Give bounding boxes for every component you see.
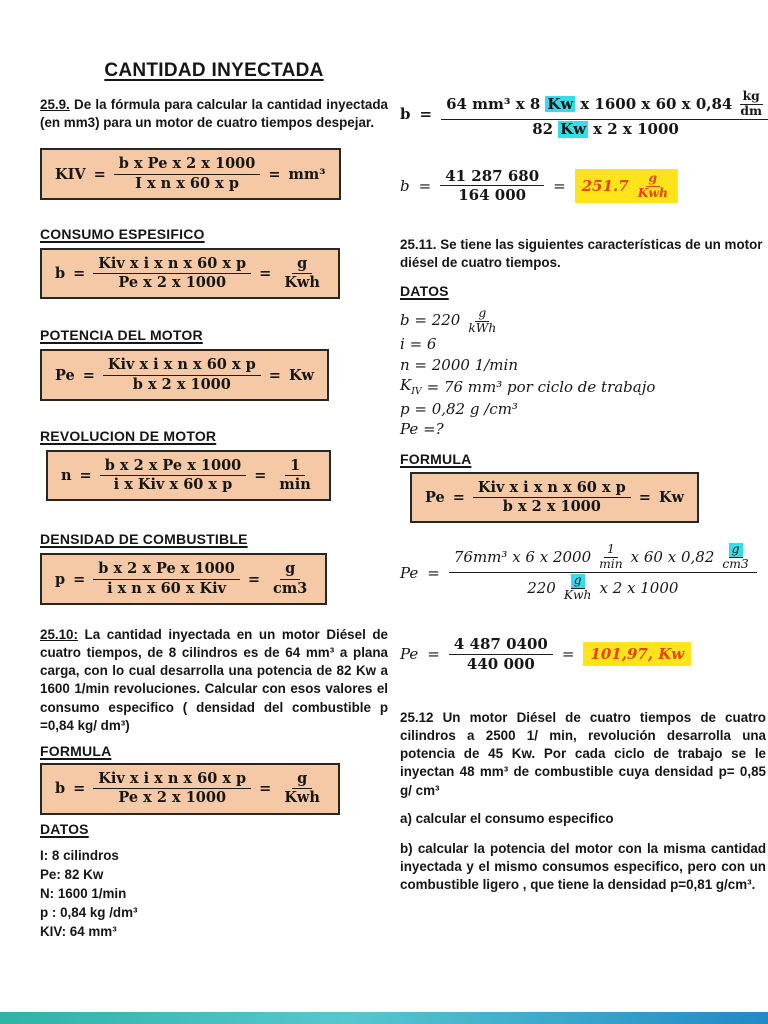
fraction-denominator: 164 000 (458, 186, 527, 205)
unit-fraction (268, 561, 312, 596)
unit-denominator: Kwh (284, 789, 320, 807)
heading-datos-right: DATOS (400, 282, 449, 299)
equals-sign: = (82, 366, 95, 384)
equals-sign: = (268, 165, 281, 183)
formula-result-unit: Kw (288, 366, 315, 384)
fraction-denominator: Pe x 2 x 1000 (118, 274, 227, 292)
fraction-numerator: b x 2 x Pe x 1000 (100, 458, 247, 476)
fraction-numerator: 41 287 680 (440, 168, 544, 187)
equation-lhs: b (400, 104, 411, 123)
unit-numerator: g (646, 172, 661, 187)
heading-densidad-combustible: DENSIDAD DE COMBUSTIBLE (40, 531, 248, 548)
formula-result-unit: Kw (658, 489, 685, 507)
unit-denominator: min (279, 476, 311, 494)
fraction-denominator: Pe x 2 x 1000 (118, 789, 227, 807)
heading-formula-left: FORMULA (40, 743, 112, 760)
fraction (103, 357, 261, 392)
formula-box-consumo (40, 248, 340, 299)
result-highlight (583, 642, 691, 666)
unit-numerator: kg (740, 90, 763, 105)
dato-value: b = 220 (400, 311, 461, 330)
heading-potencia-motor: POTENCIA DEL MOTOR (40, 327, 203, 344)
fraction-numerator: Kiv x i x n x 60 x p (93, 771, 251, 789)
fraction-denominator (522, 573, 683, 602)
equals-sign: = (418, 176, 432, 195)
formula-box-kiv (40, 148, 341, 199)
unit-numerator: g (475, 307, 489, 322)
term: x 60 x 0,82 (630, 547, 715, 566)
unit-numerator: g (292, 256, 312, 274)
fraction-denominator: i x n x 60 x Kiv (107, 579, 227, 597)
equation-pe-result (400, 636, 766, 673)
unit-fraction (596, 543, 626, 571)
equals-sign: = (259, 265, 272, 283)
fraction-denominator: b x 2 x 1000 (502, 498, 601, 516)
problem-text: La cantidad inyectada en un motor Diésel de cuatro tiempos, de 8 cilindros es de 64 mm³ a plana carga, con lo cual desarrolla una potencia de 82 Kw a 1600 1/min revoluciones. Calcular con esos valores el consumo especifico ( densidad del combustible p =0,84 kg/ dm³) (40, 626, 388, 733)
problem-text: Un motor Diésel de cuatro tiempos de cuatro cilindros a 2500 1/ min, revolución desarrolla una potencia de 45 Kw. Por cada ciclo de trabajo se le inyectan 48 mm³ de combustible cuya densidad p= 0,85 g/ cm³ (400, 709, 766, 798)
main-fraction (441, 90, 768, 138)
unit-denominator: kWh (468, 320, 497, 335)
unit-numerator: 1 (285, 458, 305, 476)
fraction (449, 636, 553, 673)
fraction-numerator: b x Pe x 2 x 1000 (114, 156, 261, 174)
equals-sign: = (268, 366, 281, 384)
highlighted-unit-numerator: g (571, 574, 585, 589)
formula-lhs: Pe (425, 489, 445, 507)
heading-datos-left: DATOS (40, 820, 89, 837)
term: x 2 x 1000 (599, 578, 679, 597)
unit-fraction (737, 90, 765, 118)
problem-25-12 (400, 709, 766, 800)
problem-number: 25.12 (400, 709, 434, 725)
unit-fraction (465, 307, 499, 335)
result-value: 101,97, Kw (590, 645, 685, 664)
fraction-numerator: Kiv x i x n x 60 x p (93, 256, 251, 274)
formula-lhs: n (61, 467, 72, 485)
heading-consumo-especifico: CONSUMO ESPESIFICO (40, 225, 205, 242)
right-column (400, 0, 766, 941)
fraction (473, 480, 631, 515)
problem-number: 25.10: (40, 626, 78, 642)
formula-lhs: b (55, 780, 66, 798)
unit-fraction (719, 543, 751, 571)
equals-sign: = (247, 570, 260, 588)
term: x 2 x 1000 (593, 119, 679, 138)
fraction (114, 156, 261, 191)
equals-sign: = (73, 780, 86, 798)
unit-fraction (279, 256, 325, 291)
datos-list-left (40, 846, 388, 941)
equals-sign: = (427, 563, 440, 582)
formula-lhs: b (55, 265, 66, 283)
equals-sign: = (93, 165, 106, 183)
equals-sign: = (427, 645, 440, 664)
dato-item: N: 1600 1/min (40, 885, 127, 901)
problem-25-10 (40, 626, 388, 735)
equals-sign: = (259, 780, 272, 798)
item-b: b) calcular la potencia del motor con la misma cantidad inyectada y el mismo consumos especifico, pero con un combustible ligero , que tiene la densidad p=0,81 g/cm³. (400, 841, 766, 893)
equation-b-result (400, 168, 766, 205)
fraction-denominator: b x 2 x 1000 (132, 375, 231, 393)
symbol-subscript: IV (411, 385, 422, 397)
formula-box-densidad (40, 553, 327, 604)
problem-text: De la fórmula para calcular la cantidad inyectada (en mm3) para un motor de cuatro tiempos despejar. (40, 97, 388, 131)
formula-box-potencia-right (410, 472, 699, 523)
dato-b (400, 307, 766, 335)
equals-sign: = (638, 489, 651, 507)
formula-lhs: Pe (55, 366, 75, 384)
dato-i: i = 6 (400, 335, 437, 354)
dato-item: p : 0,84 kg /dm³ (40, 904, 138, 920)
term: 82 (532, 119, 554, 138)
main-fraction (449, 543, 757, 602)
term: 64 mm³ x 8 (446, 94, 541, 113)
left-column (40, 0, 388, 941)
problem-25-9 (40, 96, 388, 132)
dato-p: p = 0,82 g /cm³ (400, 399, 518, 418)
equation-b-substitution (400, 90, 766, 138)
heading-revolucion-motor: REVOLUCION DE MOTOR (40, 427, 217, 444)
unit-fraction (279, 771, 325, 806)
formula-box-potencia (40, 349, 329, 400)
fraction-denominator: 440 000 (466, 654, 535, 673)
term: x 1600 x 60 x 0,84 (580, 94, 733, 113)
bottom-gradient-bar (0, 1012, 768, 1024)
fraction-denominator: i x Kiv x 60 x p (113, 476, 233, 494)
symbol-base: $K_{IV}$ (400, 375, 422, 397)
formula-lhs: p (55, 570, 66, 588)
dato-item: Pe: 82 Kw (40, 866, 104, 882)
fraction (100, 458, 247, 493)
fraction-numerator: b x 2 x Pe x 1000 (93, 561, 240, 579)
formula-box-revolucion (46, 450, 331, 501)
formula-result-unit: mm³ (288, 165, 326, 183)
equation-pe-substitution (400, 543, 766, 602)
equation-lhs: b (400, 176, 410, 195)
unit-fraction (274, 458, 315, 493)
page-title: CANTIDAD INYECTADA (104, 60, 324, 81)
fraction-numerator (449, 543, 757, 573)
result-highlight (575, 169, 678, 203)
formula-lhs: KIV (55, 165, 86, 183)
equals-sign: = (553, 176, 566, 195)
dato-kiv (400, 375, 766, 399)
unit-numerator: g (292, 771, 312, 789)
equals-sign: = (79, 467, 92, 485)
unit-denominator: cm3 (722, 557, 749, 572)
fraction-numerator: Kiv x i x n x 60 x p (103, 357, 261, 375)
unit-denominator: cm3 (273, 579, 308, 597)
highlighted-term: Kw (560, 119, 587, 138)
fraction-numerator: Kiv x i x n x 60 x p (473, 480, 631, 498)
datos-list-right (400, 307, 766, 439)
problem-number: 25.11. (400, 237, 437, 253)
fraction-denominator: I x n x 60 x p (135, 174, 239, 192)
fraction (93, 561, 240, 596)
equation-lhs: Pe (400, 645, 419, 664)
equation-lhs: Pe (400, 563, 419, 582)
dato-item: I: 8 cilindros (40, 847, 119, 863)
result-value: 251.7 (581, 176, 629, 195)
problem-number: 25.9. (40, 97, 70, 112)
problem-text: Se tiene las siguientes características de un motor diésel de cuatro tiempos. (400, 237, 763, 271)
unit-numerator: g (280, 561, 300, 579)
highlighted-unit-numerator: g (729, 543, 743, 558)
unit-numerator: 1 (604, 543, 618, 558)
dato-item: KIV: 64 mm³ (40, 923, 117, 939)
unit-denominator: Kwh (637, 184, 668, 200)
unit-fraction (635, 172, 671, 200)
fraction-denominator (527, 120, 684, 138)
fraction (440, 168, 544, 205)
dato-n: n = 2000 1/min (400, 355, 518, 374)
equals-sign: = (452, 489, 465, 507)
equals-sign: = (254, 467, 267, 485)
unit-denominator: Kwh (284, 274, 320, 292)
dato-value: = 76 mm³ por ciclo de trabajo (426, 377, 656, 396)
fraction-numerator: 4 487 0400 (449, 636, 553, 655)
equals-sign: = (73, 570, 86, 588)
equals-sign: = (561, 645, 575, 664)
heading-formula-right: FORMULA (400, 451, 472, 467)
term: 76mm³ x 6 x 2000 (453, 547, 592, 566)
equals-sign: = (73, 265, 86, 283)
term: 220 (527, 578, 556, 597)
unit-denominator: min (599, 557, 623, 572)
item-a: a) calcular el consumo especifico (400, 810, 614, 826)
problem-25-11 (400, 236, 766, 272)
dato-pe: Pe =? (400, 419, 444, 438)
highlighted-term: Kw (547, 94, 574, 113)
fraction (93, 771, 251, 806)
equals-sign: = (419, 104, 433, 123)
unit-denominator: dm (740, 102, 762, 118)
formula-box-consumo-2 (40, 763, 340, 814)
fraction-numerator (441, 90, 768, 120)
unit-denominator: Kwh (563, 588, 592, 603)
unit-fraction (561, 574, 595, 602)
fraction (93, 256, 251, 291)
